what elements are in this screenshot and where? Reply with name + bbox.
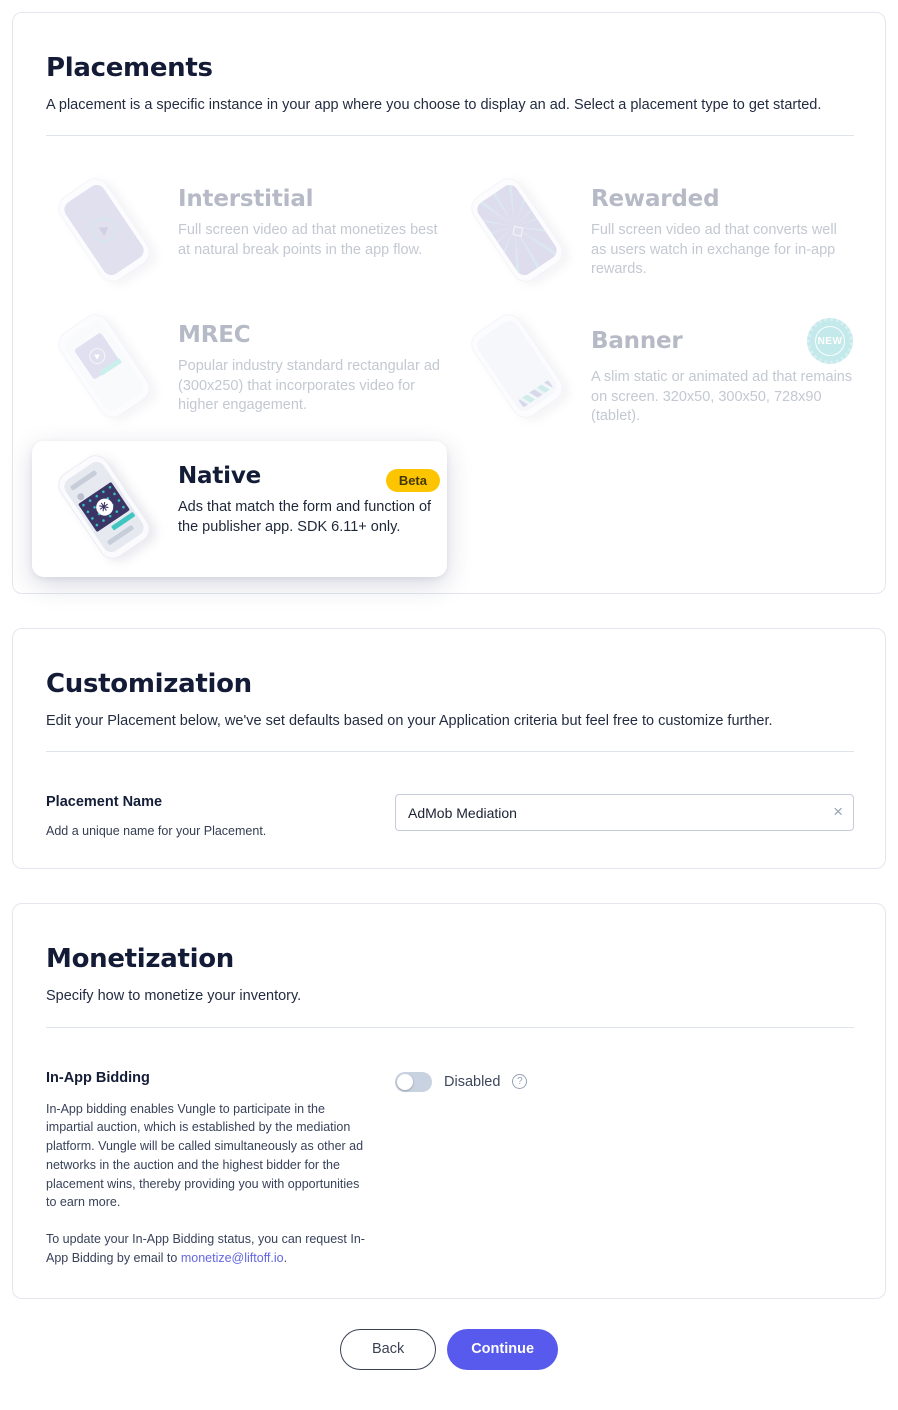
clear-input-icon[interactable]: × [833, 802, 843, 822]
footer-actions [12, 1329, 886, 1370]
option-title: Native [178, 462, 262, 489]
toggle-knob [397, 1074, 413, 1090]
in-app-bidding-row [46, 1064, 854, 1268]
back-button[interactable]: Back [340, 1329, 436, 1370]
placements-title: Placements [46, 53, 213, 83]
monetize-email-link[interactable]: monetize@liftoff.io [180, 1250, 284, 1265]
placement-name-label: Placement Name [46, 794, 163, 811]
divider [46, 751, 854, 752]
beta-badge: Beta [386, 469, 440, 493]
placement-options-grid [46, 172, 854, 563]
interstitial-phone-illustration [46, 178, 164, 286]
monetization-card [12, 903, 886, 1298]
toggle-status-text: Disabled [444, 1073, 501, 1090]
in-app-bidding-toggle[interactable] [395, 1072, 432, 1092]
banner-phone-illustration [459, 314, 577, 422]
native-phone-illustration [46, 455, 164, 563]
placement-option-interstitial[interactable] [46, 178, 441, 286]
new-badge: NEW [807, 318, 853, 364]
divider [46, 1027, 854, 1028]
monetization-title: Monetization [46, 944, 235, 975]
option-title: Rewarded [591, 186, 720, 213]
placement-option-native-selected[interactable] [32, 441, 447, 577]
option-title: Banner [591, 327, 683, 354]
continue-button[interactable]: Continue [447, 1329, 558, 1370]
option-description: A slim static or animated ad that remains on screen. 320x50, 300x50, 728x90 (tablet). [591, 369, 853, 425]
customization-title: Customization [46, 668, 252, 699]
divider [46, 135, 854, 136]
rewarded-phone-illustration [459, 178, 577, 286]
placements-subtitle: A placement is a specific instance in your app where you choose to display an ad. Select a placement type to get started. [46, 97, 822, 113]
option-description: Ads that match the form and function of the publisher app. SDK 6.11+ only. [178, 498, 432, 535]
option-description: Full screen video ad that monetizes best at natural break points in the app flow. [178, 222, 438, 258]
gem-icon: ◇ [506, 218, 528, 242]
customization-card [12, 628, 886, 869]
placements-card [12, 12, 886, 594]
option-title: Interstitial [178, 186, 314, 213]
placement-name-input[interactable] [395, 794, 854, 831]
placement-name-row [46, 788, 854, 838]
mrec-phone-illustration [46, 314, 164, 422]
in-app-bidding-description: In-App bidding enables Vungle to participate in the impartial auction, which is established by the mediation platform. Vungle will be called simultaneously as other ad networks in the auction and the highest bidder for the placement wins, thereby providing you with opportunities to earn more. [46, 1101, 364, 1210]
placement-name-help: Add a unique name for your Placement. [46, 824, 267, 839]
help-icon[interactable]: ? [512, 1074, 527, 1089]
play-icon [86, 345, 108, 367]
customization-subtitle: Edit your Placement below, we've set defaults based on your Application criteria but feel free to customize further. [46, 712, 773, 729]
option-description: Full screen video ad that converts well as users watch in exchange for in-app rewards. [591, 222, 837, 278]
monetization-subtitle: Specify how to monetize your inventory. [46, 988, 302, 1005]
in-app-bidding-label: In-App Bidding [46, 1069, 150, 1086]
in-app-bidding-note: To update your In-App Bidding status, you can request In-App Bidding by email to monetize@liftoff.io. [46, 1232, 365, 1265]
banner-ad-stripes [518, 380, 553, 408]
option-description: Popular industry standard rectangular ad (300x250) that incorporates video for higher engagement. [178, 358, 440, 414]
shutter-icon: ✳ [92, 495, 116, 519]
placement-option-banner[interactable] [459, 314, 854, 427]
placement-option-rewarded[interactable] [459, 178, 854, 286]
mrec-ad-block [74, 332, 121, 380]
placement-option-mrec[interactable] [46, 314, 441, 427]
option-title: MREC [178, 322, 251, 349]
play-icon [87, 214, 120, 247]
